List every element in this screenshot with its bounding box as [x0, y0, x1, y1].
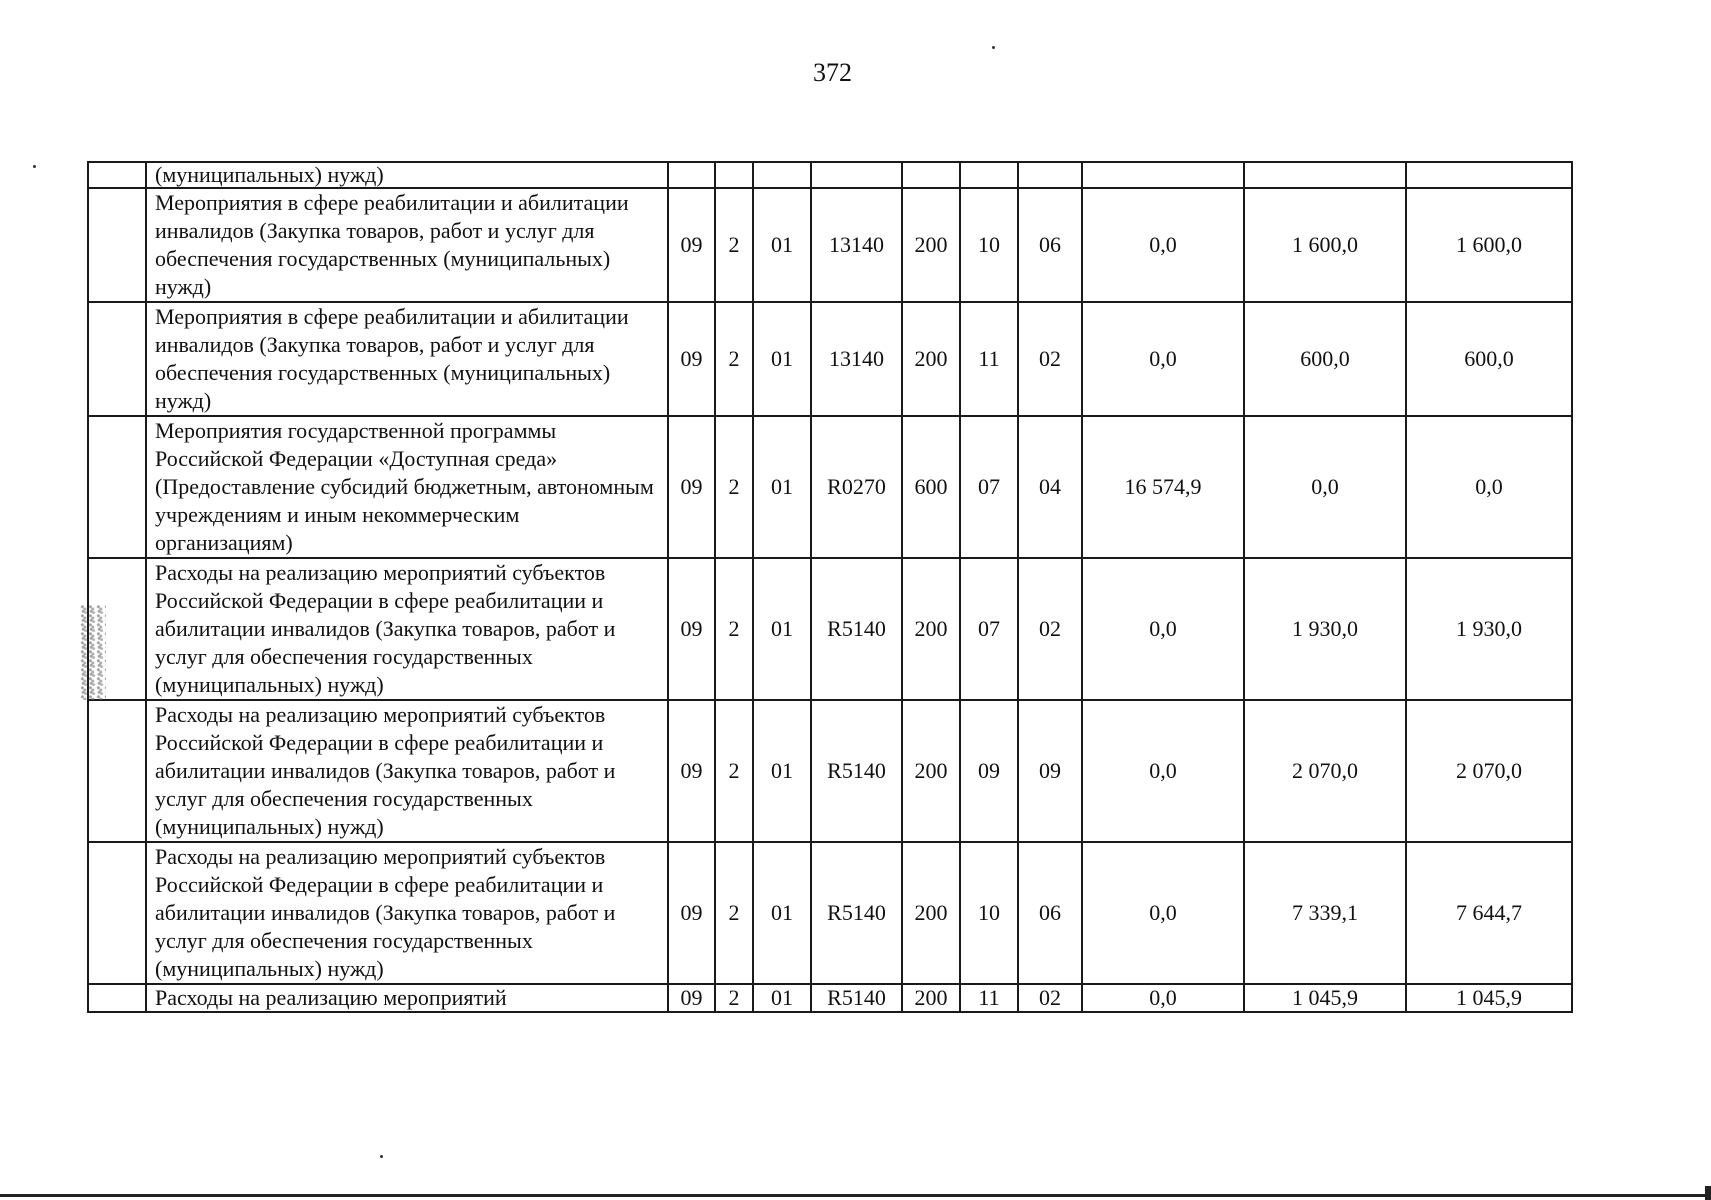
code-direction-cell: R5140 [811, 984, 902, 1012]
amount-year1-cell: 16 574,9 [1082, 416, 1244, 558]
description-cell: Расходы на реализацию мероприятий субъектов Российской Федерации в сфере реабилитации и абилитации инвалидов (Закупка товаров, работ и услуг для обеспечения государственных (муниципальных) нужд) [146, 842, 668, 984]
code-om-cell: 01 [753, 188, 811, 302]
amount-year2-cell: 600,0 [1244, 302, 1406, 416]
code-vr-cell: 200 [902, 558, 960, 700]
code-pp-cell: 2 [715, 188, 753, 302]
code-pr-cell: 06 [1018, 188, 1082, 302]
table-row [88, 416, 1572, 558]
code-direction-cell: 13140 [811, 188, 902, 302]
budget-table [87, 161, 1573, 1013]
code-pp-cell: 2 [715, 700, 753, 842]
code-direction-cell: R5140 [811, 558, 902, 700]
row-number-cell [88, 416, 146, 558]
table-body [88, 162, 1572, 1012]
table-row [88, 984, 1572, 1012]
amount-year3-cell: 1 600,0 [1406, 188, 1572, 302]
amount-year2-cell: 7 339,1 [1244, 842, 1406, 984]
amount-year1-cell: 0,0 [1082, 984, 1244, 1012]
code-gp-cell: 09 [668, 700, 715, 842]
code-rz-cell: 11 [960, 302, 1018, 416]
code-rz-cell: 07 [960, 558, 1018, 700]
amount-year1-cell: 0,0 [1082, 700, 1244, 842]
footer-rule [0, 1194, 1711, 1197]
table-row [88, 302, 1572, 416]
amount-year3-cell: 2 070,0 [1406, 700, 1572, 842]
code-pp-cell [715, 162, 753, 188]
code-direction-cell [811, 162, 902, 188]
code-rz-cell [960, 162, 1018, 188]
code-vr-cell: 600 [902, 416, 960, 558]
description-cell: Расходы на реализацию мероприятий [146, 984, 668, 1012]
code-pp-cell: 2 [715, 558, 753, 700]
description-cell: Расходы на реализацию мероприятий субъектов Российской Федерации в сфере реабилитации и абилитации инвалидов (Закупка товаров, работ и услуг для обеспечения государственных (муниципальных) нужд) [146, 558, 668, 700]
code-gp-cell [668, 162, 715, 188]
amount-year2-cell: 2 070,0 [1244, 700, 1406, 842]
amount-year1-cell [1082, 162, 1244, 188]
description-cell: Мероприятия в сфере реабилитации и абилитации инвалидов (Закупка товаров, работ и услуг для обеспечения государственных (муниципальных) нужд) [146, 302, 668, 416]
code-direction-cell: R5140 [811, 842, 902, 984]
table-row [88, 188, 1572, 302]
scan-noise [80, 605, 106, 700]
scan-speck [380, 1155, 383, 1158]
code-direction-cell: 13140 [811, 302, 902, 416]
code-pr-cell: 04 [1018, 416, 1082, 558]
code-pp-cell: 2 [715, 416, 753, 558]
row-number-cell [88, 302, 146, 416]
amount-year2-cell [1244, 162, 1406, 188]
code-pr-cell: 06 [1018, 842, 1082, 984]
code-vr-cell: 200 [902, 842, 960, 984]
code-rz-cell: 10 [960, 188, 1018, 302]
code-rz-cell: 10 [960, 842, 1018, 984]
scan-speck [992, 46, 995, 49]
page-number: 372 [813, 58, 852, 87]
code-om-cell: 01 [753, 302, 811, 416]
code-vr-cell: 200 [902, 188, 960, 302]
amount-year1-cell: 0,0 [1082, 302, 1244, 416]
amount-year2-cell: 0,0 [1244, 416, 1406, 558]
code-vr-cell [902, 162, 960, 188]
table-row [88, 162, 1572, 188]
description-cell: Мероприятия государственной программы Российской Федерации «Доступная среда» (Предоставление субсидий бюджетным, автономным учреждениям и иным некоммерческим организациям) [146, 416, 668, 558]
code-gp-cell: 09 [668, 842, 715, 984]
code-pr-cell: 09 [1018, 700, 1082, 842]
description-cell: Мероприятия в сфере реабилитации и абилитации инвалидов (Закупка товаров, работ и услуг для обеспечения государственных (муниципальных) нужд) [146, 188, 668, 302]
code-pp-cell: 2 [715, 302, 753, 416]
code-om-cell: 01 [753, 700, 811, 842]
table-row [88, 700, 1572, 842]
code-om-cell: 01 [753, 984, 811, 1012]
amount-year3-cell: 600,0 [1406, 302, 1572, 416]
code-pp-cell: 2 [715, 842, 753, 984]
footer-rule-mark [1705, 1186, 1711, 1200]
code-vr-cell: 200 [902, 700, 960, 842]
row-number-cell [88, 842, 146, 984]
code-rz-cell: 11 [960, 984, 1018, 1012]
amount-year3-cell: 7 644,7 [1406, 842, 1572, 984]
code-gp-cell: 09 [668, 302, 715, 416]
description-cell: Расходы на реализацию мероприятий субъектов Российской Федерации в сфере реабилитации и абилитации инвалидов (Закупка товаров, работ и услуг для обеспечения государственных (муниципальных) нужд) [146, 700, 668, 842]
code-vr-cell: 200 [902, 984, 960, 1012]
table-row [88, 842, 1572, 984]
amount-year1-cell: 0,0 [1082, 842, 1244, 984]
row-number-cell [88, 700, 146, 842]
code-gp-cell: 09 [668, 188, 715, 302]
description-cell: (муниципальных) нужд) [146, 162, 668, 188]
code-pr-cell [1018, 162, 1082, 188]
code-pr-cell: 02 [1018, 302, 1082, 416]
code-pr-cell: 02 [1018, 984, 1082, 1012]
amount-year3-cell: 0,0 [1406, 416, 1572, 558]
code-rz-cell: 09 [960, 700, 1018, 842]
code-om-cell: 01 [753, 558, 811, 700]
amount-year2-cell: 1 045,9 [1244, 984, 1406, 1012]
row-number-cell [88, 188, 146, 302]
amount-year1-cell: 0,0 [1082, 558, 1244, 700]
amount-year2-cell: 1 930,0 [1244, 558, 1406, 700]
amount-year3-cell [1406, 162, 1572, 188]
code-om-cell: 01 [753, 842, 811, 984]
amount-year2-cell: 1 600,0 [1244, 188, 1406, 302]
code-om-cell [753, 162, 811, 188]
table-row [88, 558, 1572, 700]
row-number-cell [88, 162, 146, 188]
amount-year3-cell: 1 930,0 [1406, 558, 1572, 700]
code-gp-cell: 09 [668, 416, 715, 558]
row-number-cell [88, 984, 146, 1012]
code-vr-cell: 200 [902, 302, 960, 416]
code-direction-cell: R0270 [811, 416, 902, 558]
code-om-cell: 01 [753, 416, 811, 558]
code-gp-cell: 09 [668, 984, 715, 1012]
scan-speck [33, 165, 36, 168]
code-pp-cell: 2 [715, 984, 753, 1012]
code-pr-cell: 02 [1018, 558, 1082, 700]
amount-year3-cell: 1 045,9 [1406, 984, 1572, 1012]
amount-year1-cell: 0,0 [1082, 188, 1244, 302]
code-gp-cell: 09 [668, 558, 715, 700]
code-direction-cell: R5140 [811, 700, 902, 842]
code-rz-cell: 07 [960, 416, 1018, 558]
